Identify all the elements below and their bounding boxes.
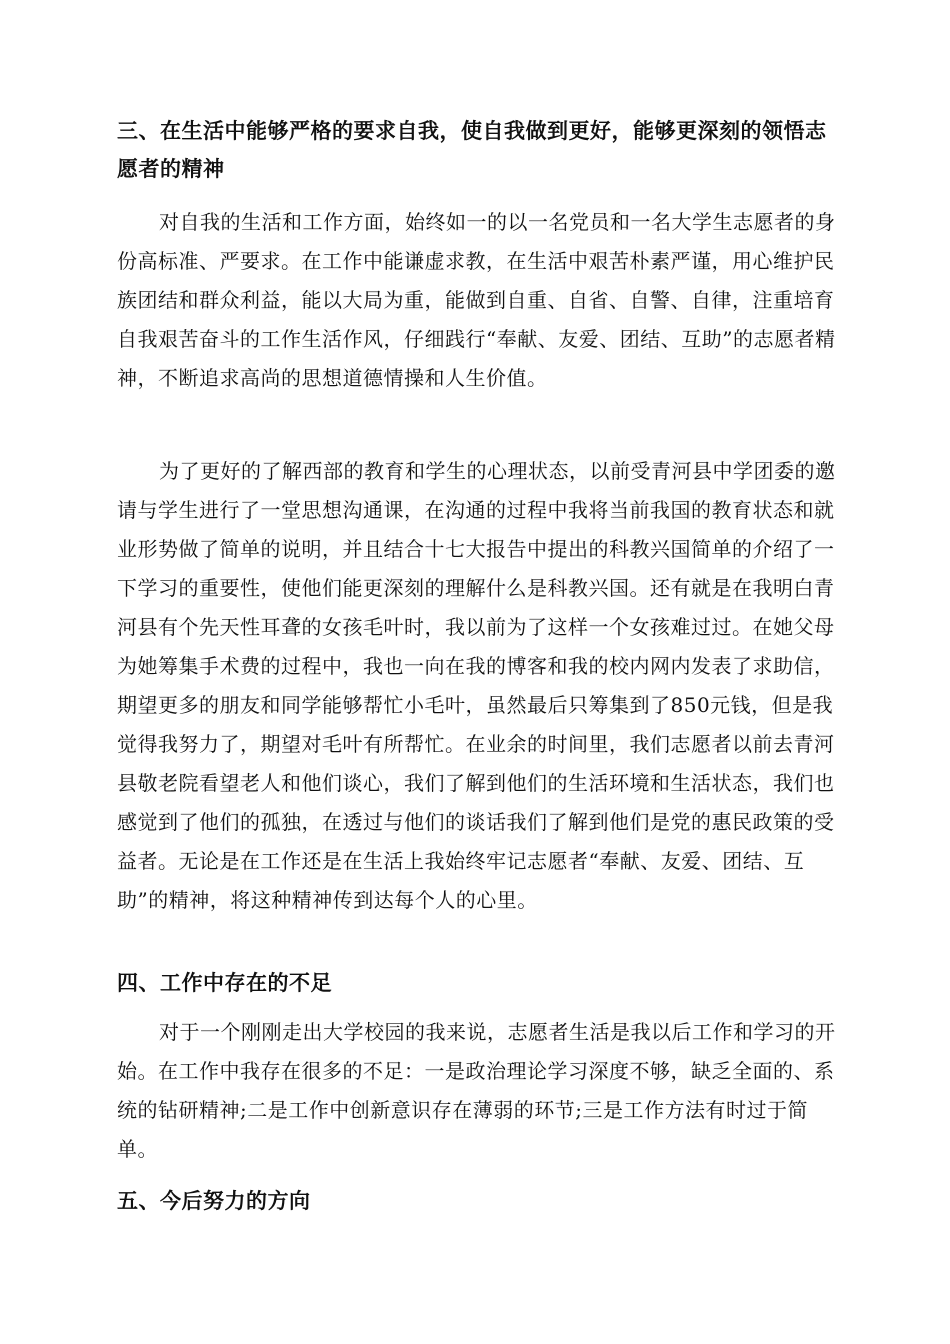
section-heading-4: 四、工作中存在的不足	[117, 971, 332, 995]
section-heading-3: 三、在生活中能够严格的要求自我，使自我做到更好，能够更深刻的领悟志愿者的精神	[117, 119, 827, 181]
section-heading-5: 五、今后努力的方向	[117, 1189, 311, 1213]
paragraph-volunteer-activities: 为了更好的了解西部的教育和学生的心理状态，以前受青河县中学团委的邀请与学生进行了一堂思想沟通课，在沟通的过程中我将当前我国的教育状态和就业形势做了简单的说明，并且结合十七大报告中提出的科教兴国简单的介绍了一下学习的重要性，使他们能更深刻的理解什么是科教兴国。还有就是在我明白青河县有个先天性耳聋的女孩毛叶时，我以前为了这样一个女孩难过过。在她父母为她筹集手术费的过程中，我也一向在我的博客和我的校内网内发表了求助信，期望更多的朋友和同学能够帮忙小毛叶，虽然最后只筹集到了850元钱，但是我觉得我努力了，期望对毛叶有所帮忙。在业余的时间里，我们志愿者以前去青河县敬老院看望老人和他们谈心，我们了解到他们的生活环境和生活状态，我们也感觉到了他们的孤独，在透过与他们的谈话我们了解到他们是党的惠民政策的受益者。无论是在工作还是在生活上我始终牢记志愿者“奉献、友爱、团结、互助”的精神，将这种精神传到达每个人的心里。	[117, 459, 836, 912]
paragraph-self-discipline: 对自我的生活和工作方面，始终如一的以一名党员和一名大学生志愿者的身份高标准、严要求。在工作中能谦虚求教，在生活中艰苦朴素严谨，用心维护民族团结和群众利益，能以大局为重，能做到自重、自省、自警、自律，注重培育自我艰苦奋斗的工作生活作风，仔细践行“奉献、友爱、团结、互助”的志愿者精神，不断追求高尚的思想道德情操和人生价值。	[117, 210, 836, 390]
paragraph-shortcomings: 对于一个刚刚走出大学校园的我来说，志愿者生活是我以后工作和学习的开始。在工作中我存在很多的不足：一是政治理论学习深度不够，缺乏全面的、系统的钻研精神;二是工作中创新意识存在薄弱的环节;三是工作方法有时过于简单。	[117, 1020, 836, 1161]
